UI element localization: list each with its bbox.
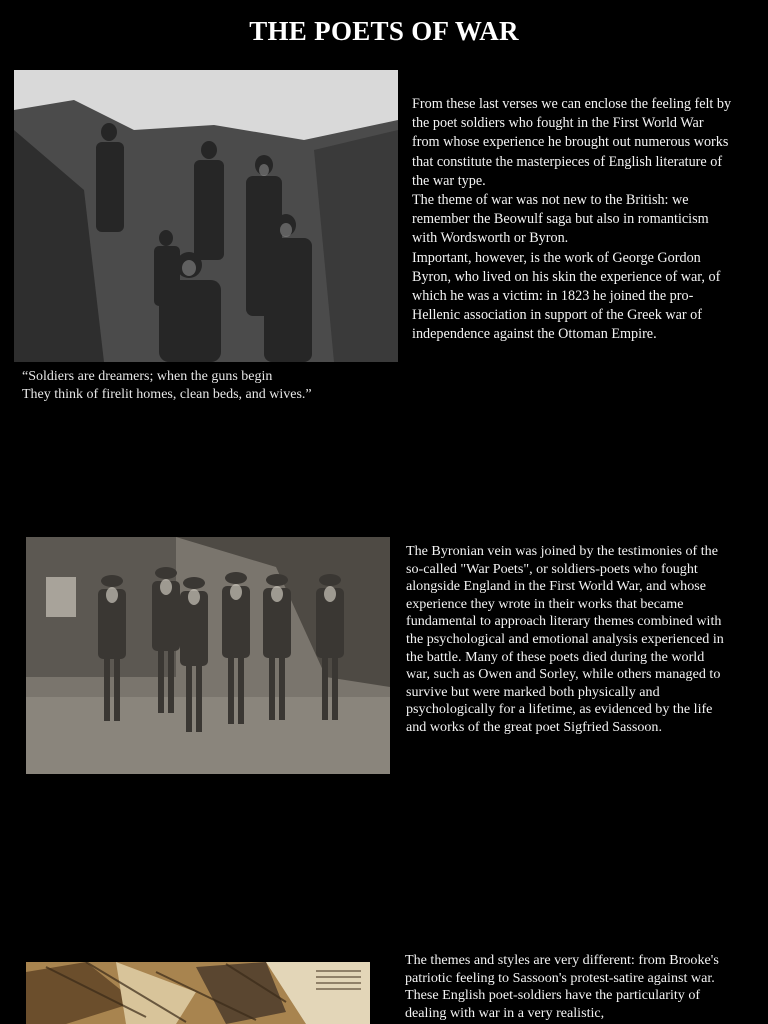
war-painting-image: [26, 962, 370, 1024]
quote-line-1: “Soldiers are dreamers; when the guns begin: [22, 369, 273, 384]
section1-paragraph-1: From these last verses we can enclose the feeling felt by the poet soldiers who fought in the First World War from whose experience he brought out numerous works that constitute the masterpieces of English literature of the war type.: [412, 96, 732, 189]
poem-quote: [22, 368, 402, 404]
section3-text: [405, 952, 735, 1022]
quote-line-2: They think of firelit homes, clean beds, and wives.”: [22, 387, 312, 402]
gas-mask-soldiers-photo: [26, 537, 390, 774]
section1-text: [412, 95, 734, 345]
trench-soldiers-photo: [14, 70, 398, 362]
section1-paragraph-3: Important, however, is the work of George Gordon Byron, who lived on his skin the experience of war, of which he was a victim: in 1823 he joined the pro-Hellenic association in support of the Greek war of independence against the Ottoman Empire.: [412, 249, 721, 343]
page-title: THE POETS OF WAR: [249, 16, 519, 46]
section2-paragraph: The Byronian vein was joined by the testimonies of the so-called "War Poets", or soldiers-poets who fought alongside England in the First World War, and whose experience they wrote in their works that became fundamental to approach literary themes combined with the psychological and emotional analysis experienced in the battle. Many of these poets died during the world war, such as Owen and Sorley, while others managed to survive but were marked both physically and psychologically for a lifetime, as evidenced by the life and works of the great poet Sigfried Sassoon.: [406, 543, 724, 735]
section1-paragraph-2: The theme of war was not new to the British: we remember the Beowulf saga but also in romanticism with Wordsworth or Byron.: [412, 192, 709, 247]
section3-paragraph: The themes and styles are very different: from Brooke's patriotic feeling to Sassoon's protest-satire against war. These English poet-soldiers have the particularity of dealing with war in a very realistic,: [405, 952, 719, 1021]
section2-text: [406, 543, 730, 737]
